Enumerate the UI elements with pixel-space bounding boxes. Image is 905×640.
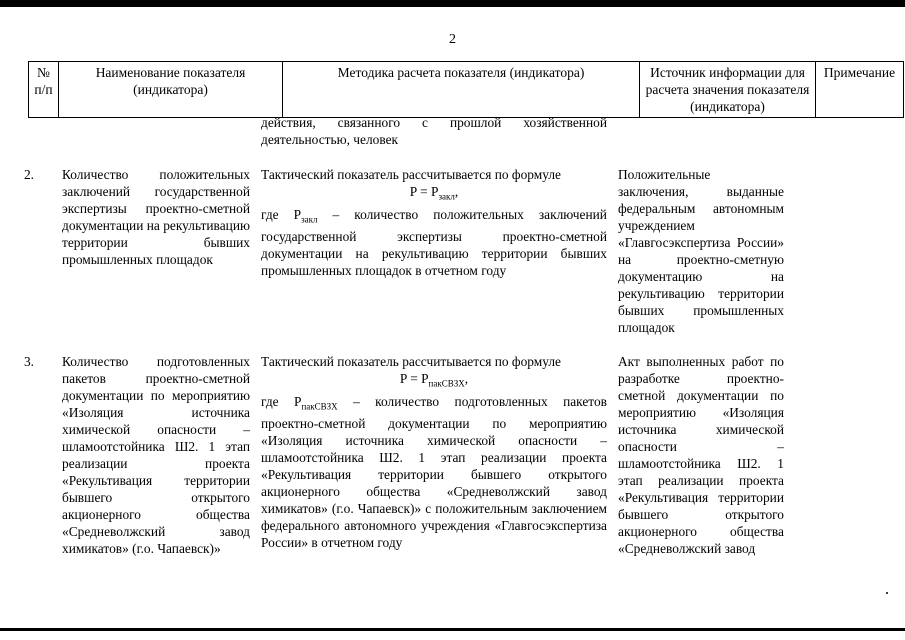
method-cell	[261, 353, 607, 551]
header-num: № п/п	[29, 62, 59, 118]
header-source: Источник информации для расчета значения показателя (индикатора)	[640, 62, 816, 118]
method-continuation: действия, связанного с прошлой хозяйственной деятельностью, человек	[261, 115, 607, 147]
formula-definition: где $P_{закл}$ – количество положительных заключений государственной экспертизы проектно-сметной документации на рекультивацию территории бывших промышленных площадок в отчетном году	[261, 206, 607, 279]
header-note: Примечание	[816, 62, 904, 118]
info-source: Акт выполненных работ по разработке проектно-сметной документации по мероприятию «Изоляция источника химической опасности – шламоотстойника Ш2. 1 этап реализации проекта «Рекультивация территории бывшего открытого акционерного общества «Средневолжский завод	[618, 354, 784, 556]
bottom-rule	[0, 628, 905, 631]
row-number: 2.	[23, 167, 34, 182]
header-method: Методика расчета показателя (индикатора)	[283, 62, 640, 118]
info-source: Положительные заключения, выданные федеральным автономным учреждением «Главгосэкспертиза России» на проектно-сметную документацию на рекультивацию территории бывших промышленных площадок	[618, 167, 784, 335]
method-intro: Тактический показатель рассчитывается по формуле	[261, 354, 561, 369]
formula: $P = P_{закл}$,	[409, 184, 459, 202]
header-name: Наименование показателя (индикатора)	[59, 62, 283, 118]
page-number: 2	[449, 32, 456, 47]
method-intro: Тактический показатель рассчитывается по формуле	[261, 167, 561, 182]
top-rule	[0, 0, 905, 7]
indicator-name: Количество положительных заключений государственной экспертизы проектно-сметной документации на рекультивацию территории бывших промышленных площадок	[62, 167, 250, 267]
scan-speck	[886, 592, 888, 594]
table-header	[28, 61, 904, 118]
row-number: 3.	[23, 354, 34, 369]
formula: $P = P_{пакСВЗХ}$,	[399, 371, 469, 389]
formula-definition: где $P_{пакСВЗХ}$ – количество подготовленных пакетов проектно-сметной документации по мероприятию «Изоляция источника химической опасности – шламоотстойника Ш2. 1 этап реализации проекта «Рекультивация территории бывшего открытого акционерного общества «Средневолжский завод химикатов» (г.о. Чапаевск)» с положительным заключением федерального автономного учреждения «Главгосэкспертиза России» в отчетном году	[261, 393, 607, 551]
indicator-name: Количество подготовленных пакетов проектно-сметной документации по мероприятию «Изоляция источника химической опасности – шламоотстойника Ш2. 1 этап реализации проекта «Рекультивация территории бывшего открытого акционерного общества «Средневолжский завод химикатов» (г.о. Чапаевск)»	[62, 354, 250, 556]
method-cell	[261, 166, 607, 279]
